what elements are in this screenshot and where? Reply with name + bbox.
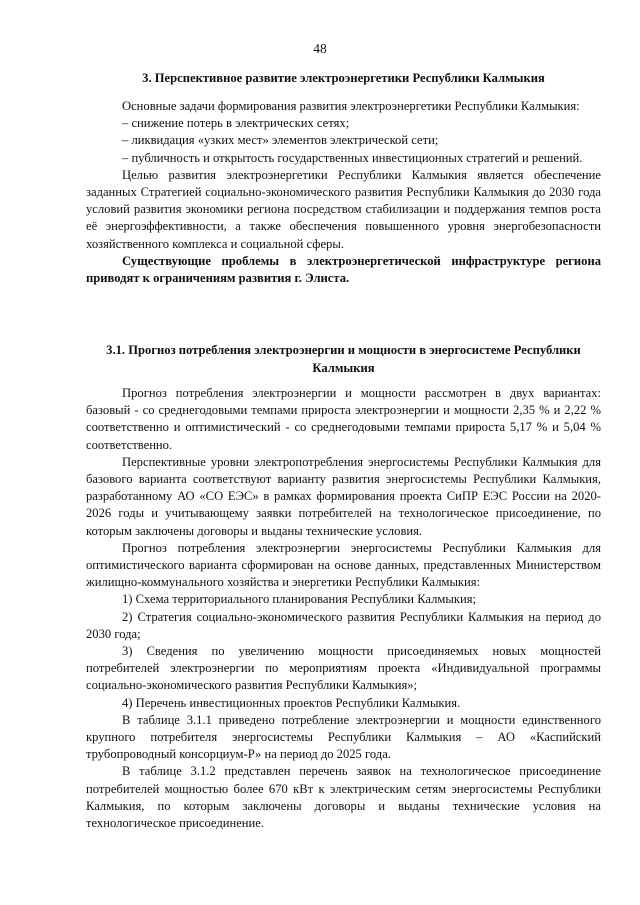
table-3-1-1-paragraph: В таблице 3.1.1 приведено потребление электроэнергии и мощности единственного крупного потребителя энергосистемы Республики Калмыкия – АО «Каспийский трубопроводный консорциум-Р» на период до 2025 года. [86,712,601,762]
intro-block [86,98,601,287]
subsection-title: 3.1. Прогноз потребления электроэнергии и мощности в энергосистеме Республики Калмыкия [106,343,581,375]
subsection-block [86,385,601,832]
source-item: 3) Сведения по увеличению мощности присоединяемых новых мощностей потребителей электроэнергии по мероприятиям проекта «Индивидуальной программы социально-экономического развития Республики Калмыкия»; [86,644,601,693]
goal-paragraph: Целью развития электроэнергетики Республики Калмыкия является обеспечение заданных Стратегией социально-экономического развития Республики Калмыкия до 2030 года условий развития экономики региона посредством стабилизации и поддержания темпов роста её энергоэффективности, а также обеспечения повышенного уровня энергобезопасности хозяйственного комплекса и социальной сферы. [86,167,601,251]
section-title: 3. Перспективное развитие электроэнергетики Республики Калмыкия [142,71,545,85]
source-item: 4) Перечень инвестиционных проектов Республики Калмыкия. [122,695,461,710]
table-3-1-2-paragraph: В таблице 3.1.2 представлен перечень заявок на технологическое присоединение потребителей мощностью более 670 кВт к электрическим сетям энергосистемы Республики Калмыкия, по которым заключены договоры и выданы технические условия на технологическое присоединение. [86,764,601,831]
source-item: 1) Схема территориального планирования Республики Калмыкия; [122,592,476,607]
source-item: 2) Стратегия социально-экономического развития Республики Калмыкия на период до 2030 года; [86,609,601,641]
task-item: – снижение потерь в электрических сетях; [122,116,350,131]
problems-paragraph: Существующие проблемы в электроэнергетической инфраструктуре региона приводят к ограничениям развития г. Элиста. [86,253,601,286]
task-item: – публичность и открытость государственных инвестиционных стратегий и решений. [122,150,583,165]
page-number: 48 [313,41,327,56]
base-variant-paragraph: Перспективные уровни электропотребления энергосистемы Республики Калмыкия для базового варианта соответствуют варианту развития энергосистемы Республики Калмыкия, разработанному АО «СО ЕЭС» в рамках формирования проекта СиПР ЕЭС России на 2020-2026 годы и учитывающему заявки потребителей на технологическое присоединение, по которым заключены договоры и выданы технические условия. [86,454,601,538]
task-item: – ликвидация «узких мест» элементов электрической сети; [122,133,439,148]
optimistic-variant-paragraph: Прогноз потребления электроэнергии энергосистемы Республики Калмыкия для оптимистического варианта сформирован на основе данных, представленных Министерством жилищно-коммунального хозяйства и энергетики Республики Калмыкия: [86,540,601,590]
intro-lead: Основные задачи формирования развития электроэнергетики Республики Калмыкия: [122,99,580,113]
forecast-paragraph: Прогноз потребления электроэнергии и мощности рассмотрен в двух вариантах: базовый - со среднегодовыми темпами прироста электроэнергии и мощности 2,35 % и 2,22 % соответственно и оптимистический - со среднегодовыми темпами прироста 5,17 % и 5,04 % соответственно. [86,386,601,452]
